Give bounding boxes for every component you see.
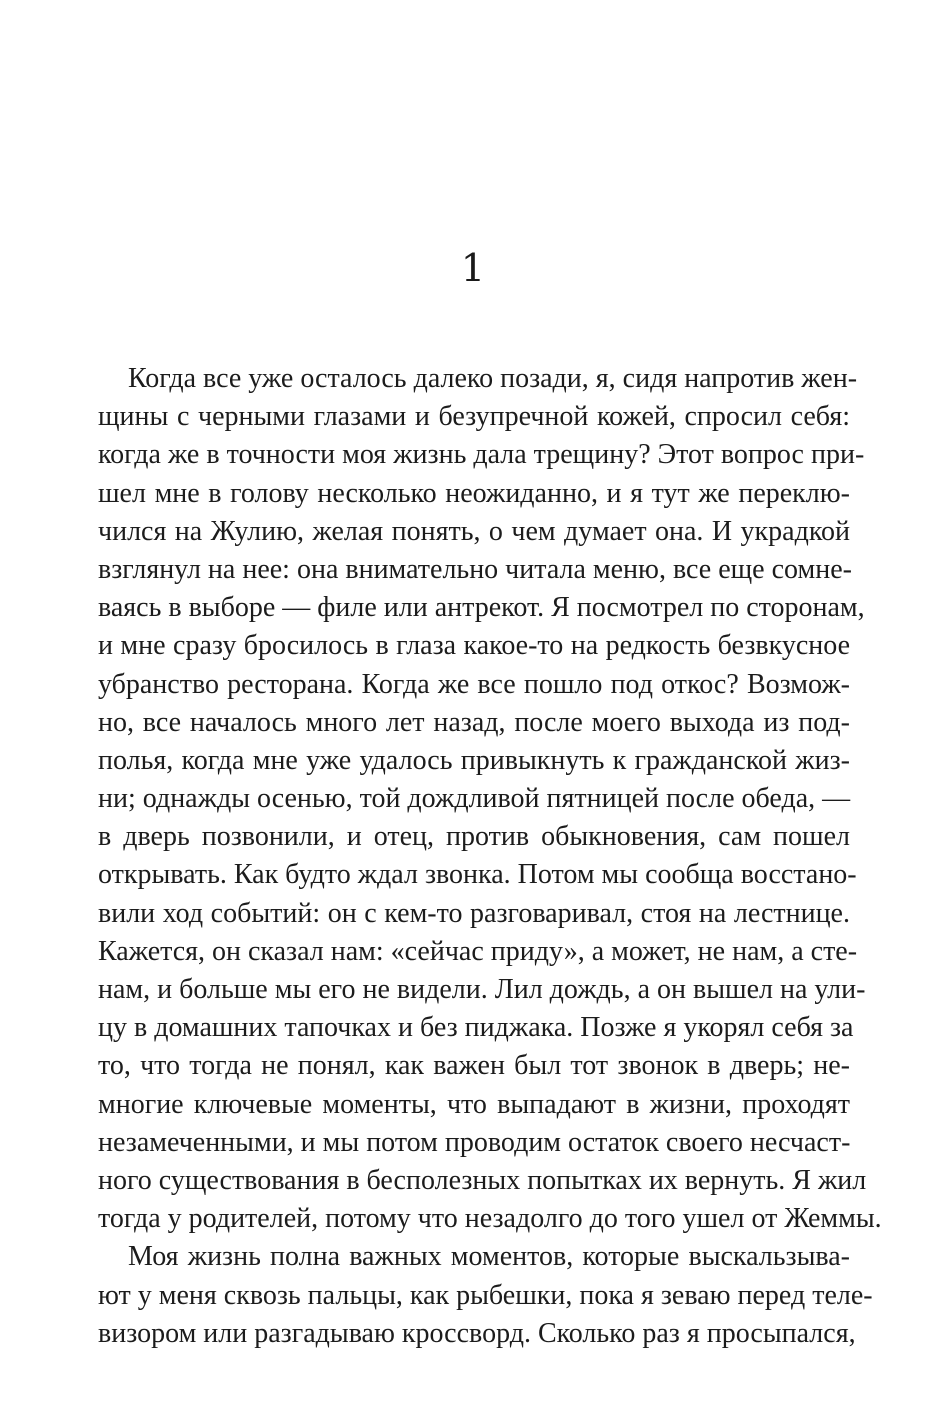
text-line: незамеченными, и мы потом проводим остаток своего несчаст-	[98, 1126, 851, 1158]
text-line: Когда все уже осталось далеко позади, я, сидя напротив жен-	[128, 363, 858, 394]
chapter-body	[98, 360, 882, 1353]
text-line: визором или разгадываю кроссворд. Сколько раз я просыпался,	[98, 1317, 856, 1349]
text-line: в дверь позвонили, и отец, против обыкновения, сам пошел	[98, 821, 850, 853]
text-line: чился на Жулию, желая понять, о чем думает она. И украдкой	[98, 515, 850, 547]
text-line: Кажется, он сказал нам: «сейчас приду», а может, не нам, а сте-	[98, 935, 858, 967]
text-line: открывать. Как будто ждал звонка. Потом мы сообща восстано-	[98, 859, 857, 891]
text-line: ют у меня сквозь пальцы, как рыбешки, пока я зеваю перед теле-	[98, 1279, 873, 1311]
text-line: и мне сразу бросилось в глаза какое-то на редкость безвкусное	[98, 630, 850, 662]
text-line: шел мне в голову несколько неожиданно, и я тут же переклю-	[98, 477, 850, 509]
text-line: ваясь в выборе — филе или антрекот. Я посмотрел по сторонам,	[98, 592, 865, 624]
text-line: ни; однажды осенью, той дождливой пятницей после обеда, —	[98, 783, 851, 815]
text-line: то, что тогда не понял, как важен был тот звонок в дверь; не-	[98, 1050, 850, 1082]
text-line: но, все началось много лет назад, после моего выхода из под-	[98, 706, 850, 738]
text-line: убранство ресторана. Когда же все пошло под откос? Возмож-	[98, 668, 850, 700]
text-line: полья, когда мне уже удалось привыкнуть к гражданской жиз-	[98, 744, 850, 776]
text-line: нам, и больше мы его не видели. Лил дождь, а он вышел на ули-	[98, 974, 866, 1005]
paragraph-2	[98, 1238, 873, 1353]
text-line: Моя жизнь полна важных моментов, которые выскальзыва-	[128, 1241, 850, 1273]
text-line: когда же в точности моя жизнь дала трещину? Этот вопрос при-	[98, 439, 865, 471]
text-line: ного существования в бесполезных попытках их вернуть. Я жил	[98, 1164, 867, 1196]
text-line: многие ключевые моменты, что выпадают в жизни, проходят	[98, 1088, 850, 1120]
text-line: вили ход событий: он с кем-то разговаривал, стоя на лестнице.	[98, 897, 850, 929]
text-line: тогда у родителей, потому что незадолго до того ушел от Жеммы.	[98, 1203, 882, 1235]
text-line: щины с черными глазами и безупречной кожей, спросил себя:	[98, 401, 850, 433]
text-line: цу в домашних тапочках и без пиджака. Позже я укорял себя за	[98, 1012, 854, 1044]
text-line: взглянул на нее: она внимательно читала меню, все еще сомне-	[98, 553, 852, 585]
chapter-number: 1	[460, 246, 486, 290]
paragraph-1	[98, 360, 882, 1238]
